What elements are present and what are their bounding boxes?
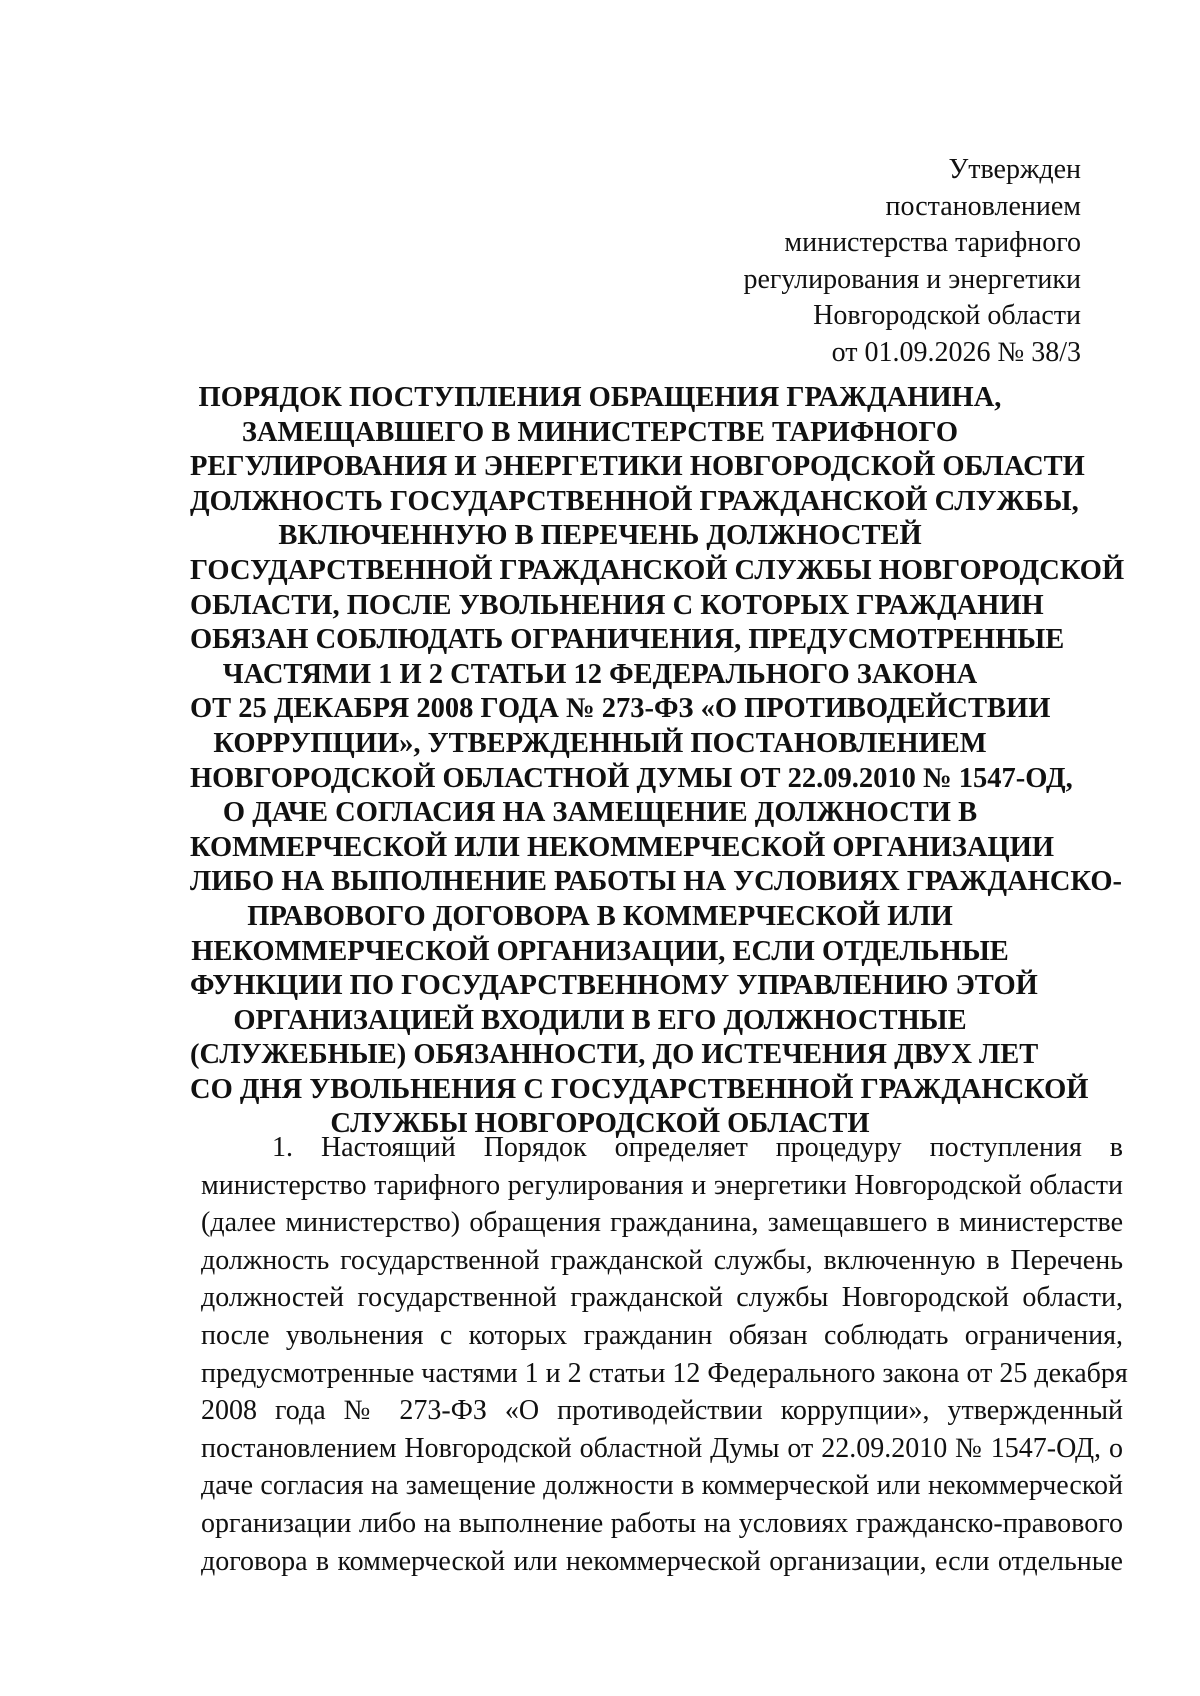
paragraph-line: 1. Настоящий Порядок определяет процедуру поступления в — [272, 1132, 1123, 1163]
title-line: ОБЛАСТИ, ПОСЛЕ УВОЛЬНЕНИЯ С КОТОРЫХ ГРАЖДАНИН — [190, 589, 1044, 621]
paragraph-line: (далее министерство) обращения гражданина, замещавшего в министерстве — [201, 1207, 1123, 1239]
title-line: ОРГАНИЗАЦИЕЙ ВХОДИЛИ В ЕГО ДОЛЖНОСТНЫЕ — [233, 1004, 967, 1036]
paragraph-line: министерство тарифного регулирования и энергетики Новгородской области — [201, 1169, 1123, 1201]
title-line: ОТ 25 ДЕКАБРЯ 2008 ГОДА № 273-ФЗ «О ПРОТИВОДЕЙСТВИИ — [190, 693, 1051, 725]
title-line: ЛИБО НА ВЫПОЛНЕНИЕ РАБОТЫ НА УСЛОВИЯХ ГРАЖДАНСКО- — [190, 866, 1123, 898]
title-line: ГОСУДАРСТВЕННОЙ ГРАЖДАНСКОЙ СЛУЖБЫ НОВГОРОДСКОЙ — [190, 554, 1125, 586]
paragraph-line: даче согласия на замещение должности в коммерческой или некоммерческой — [201, 1470, 1123, 1502]
approval-line: регулирования и энергетики — [743, 263, 1081, 295]
paragraph-line: постановлением Новгородской областной Думы от 22.09.2010 № 1547-ОД, о — [201, 1432, 1123, 1464]
title-line: ФУНКЦИИ ПО ГОСУДАРСТВЕННОМУ УПРАВЛЕНИЮ ЭТОЙ — [190, 970, 1038, 1002]
approval-line: министерства тарифного — [784, 227, 1081, 258]
paragraph-1 — [201, 1129, 1128, 1580]
paragraph-line: 2008 года № 273-ФЗ «О противодействии коррупции», утвержденный — [201, 1395, 1123, 1427]
paragraph-line: должностей государственной гражданской службы Новгородской области, — [201, 1282, 1123, 1314]
title-line: ВКЛЮЧЕННУЮ В ПЕРЕЧЕНЬ ДОЛЖНОСТЕЙ — [278, 520, 922, 552]
approval-line: от 01.09.2026 № 38/3 — [831, 336, 1081, 368]
title-line: ПОРЯДОК ПОСТУПЛЕНИЯ ОБРАЩЕНИЯ ГРАЖДАНИНА, — [198, 382, 1002, 413]
approval-block — [561, 152, 1081, 371]
paragraph-line: договора в коммерческой или некоммерческой организации, если отдельные — [201, 1545, 1123, 1577]
title-line: ЧАСТЯМИ 1 И 2 СТАТЬИ 12 ФЕДЕРАЛЬНОГО ЗАКОНА — [222, 658, 978, 690]
paragraph-line: после увольнения с которых гражданин обязан соблюдать ограничения, — [201, 1319, 1123, 1351]
title-line: РЕГУЛИРОВАНИЯ И ЭНЕРГЕТИКИ НОВГОРОДСКОЙ ОБЛАСТИ — [190, 451, 1085, 483]
title-line: СО ДНЯ УВОЛЬНЕНИЯ С ГОСУДАРСТВЕННОЙ ГРАЖДАНСКОЙ — [190, 1073, 1089, 1105]
approval-line: Утвержден — [948, 154, 1081, 185]
title-line: О ДАЧЕ СОГЛАСИЯ НА ЗАМЕЩЕНИЕ ДОЛЖНОСТИ В — [222, 797, 978, 829]
title-line: ДОЛЖНОСТЬ ГОСУДАРСТВЕННОЙ ГРАЖДАНСКОЙ СЛУЖБЫ, — [190, 485, 1079, 517]
title-line: НЕКОММЕРЧЕСКОЙ ОРГАНИЗАЦИИ, ЕСЛИ ОТДЕЛЬНЫЕ — [191, 935, 1009, 967]
title-line: (СЛУЖЕБНЫЕ) ОБЯЗАННОСТИ, ДО ИСТЕЧЕНИЯ ДВУХ ЛЕТ — [190, 1039, 1039, 1071]
approval-line: Новгородской области — [813, 300, 1081, 331]
paragraph-line: должность государственной гражданской службы, включенную в Перечень — [201, 1244, 1123, 1276]
paragraph-line: предусмотренные частями 1 и 2 статьи 12 Федерального закона от 25 декабря — [201, 1357, 1128, 1389]
approval-line: постановлением — [885, 190, 1081, 222]
title-line: НОВГОРОДСКОЙ ОБЛАСТНОЙ ДУМЫ ОТ 22.09.2010 № 1547-ОД, — [190, 762, 1073, 794]
title-line: КОММЕРЧЕСКОЙ ИЛИ НЕКОММЕРЧЕСКОЙ ОРГАНИЗАЦИИ — [190, 831, 1055, 863]
title-line: КОРРУПЦИИ», УТВЕРЖДЕННЫЙ ПОСТАНОВЛЕНИЕМ — [213, 727, 987, 759]
document-title — [190, 381, 1125, 1142]
title-line: ПРАВОВОГО ДОГОВОРА В КОММЕРЧЕСКОЙ ИЛИ — [247, 900, 953, 932]
title-line: СЛУЖБЫ НОВГОРОДСКОЙ ОБЛАСТИ — [330, 1108, 870, 1140]
paragraph-line: организации либо на выполнение работы на условиях гражданско-правового — [201, 1507, 1123, 1539]
title-line: ЗАМЕЩАВШЕГО В МИНИСТЕРСТВЕ ТАРИФНОГО — [241, 416, 959, 448]
title-line: ОБЯЗАН СОБЛЮДАТЬ ОГРАНИЧЕНИЯ, ПРЕДУСМОТРЕННЫЕ — [190, 624, 1065, 656]
